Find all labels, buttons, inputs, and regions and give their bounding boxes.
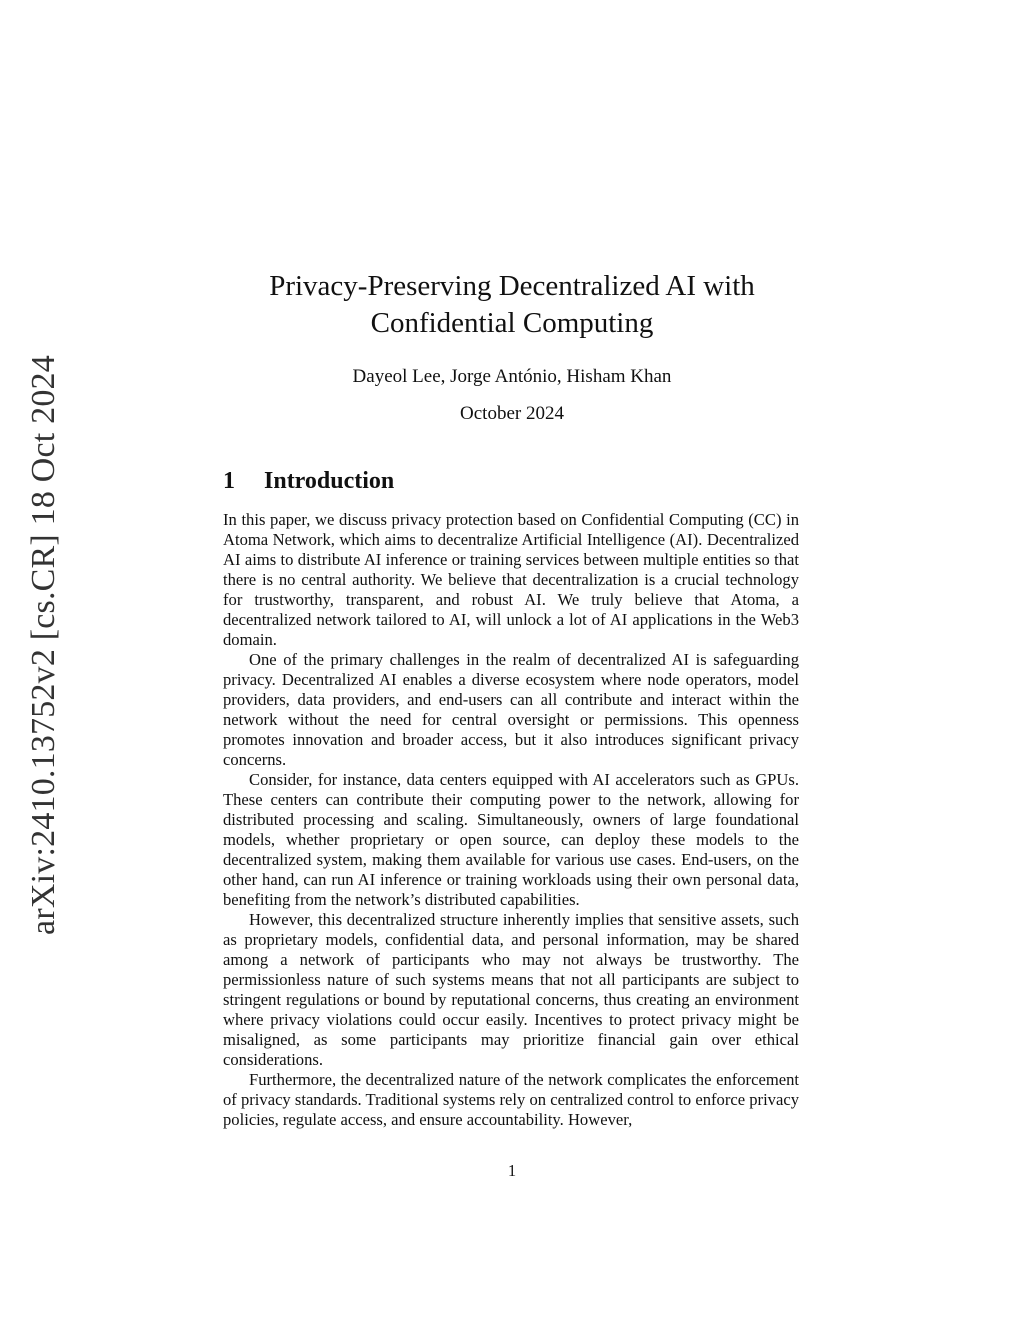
paragraph: In this paper, we discuss privacy protection based on Confidential Computing (CC) in Atoma Network, which aims to decentralize Artificial Intelligence (AI). Decentralized AI aims to distribute AI inference or training services between multiple entities so that there is no central authority. We believe that decentralization is a crucial technology for trustworthy, transparent, and robust AI. We truly believe that Atoma, a decentralized network tailored to AI, will unlock a lot of AI applications in the Web3 domain. xyxy=(223,510,799,649)
paper-date: October 2024 xyxy=(460,403,564,424)
title-line-2: Confidential Computing xyxy=(370,307,654,339)
section-number: 1 xyxy=(223,468,235,494)
paper-title xyxy=(0,268,1024,342)
arxiv-identifier-stamp: arXiv:2410.13752v2 [cs.CR] 18 Oct 2024 xyxy=(25,355,62,935)
title-line-1: Privacy-Preserving Decentralized AI with xyxy=(269,270,755,302)
paragraph: However, this decentralized structure inherently implies that sensitive assets, such as proprietary models, confidential data, and personal information, may be shared among a network of participants who may not always be trustworthy. The permissionless nature of such systems means that not all participants are subject to stringent regulations or bound by reputational concerns, thus creating an environment where privacy violations could occur easily. Incentives to protect privacy might be misaligned, as some participants may prioritize financial gain over ethical considerations. xyxy=(223,910,799,1069)
section-heading xyxy=(223,466,394,496)
paper-authors: Dayeol Lee, Jorge António, Hisham Khan xyxy=(352,366,672,387)
section-body xyxy=(223,510,799,1130)
page-number: 1 xyxy=(507,1161,517,1180)
section-title: Introduction xyxy=(264,468,395,494)
paragraph: Consider, for instance, data centers equipped with AI accelerators such as GPUs. These centers can contribute their computing power to the network, allowing for distributed processing and scaling. Simultaneously, owners of large foundational models, whether proprietary or open source, can deploy these models to the decentralized system, making them available for various use cases. End-users, on the other hand, can run AI inference or training workloads using their own personal data, benefiting from the network’s distributed capabilities. xyxy=(223,770,799,909)
paragraph: Furthermore, the decentralized nature of the network complicates the enforcement of privacy standards. Traditional systems rely on centralized control to enforce privacy policies, regulate access, and ensure accountability. However, xyxy=(223,1070,800,1129)
paragraph: One of the primary challenges in the realm of decentralized AI is safeguarding privacy. Decentralized AI enables a diverse ecosystem where node operators, model providers, data providers, and end-users can all contribute and interact within the network without the need for central oversight or permissions. This openness promotes innovation and broader access, but it also introduces significant privacy concerns. xyxy=(223,650,799,769)
